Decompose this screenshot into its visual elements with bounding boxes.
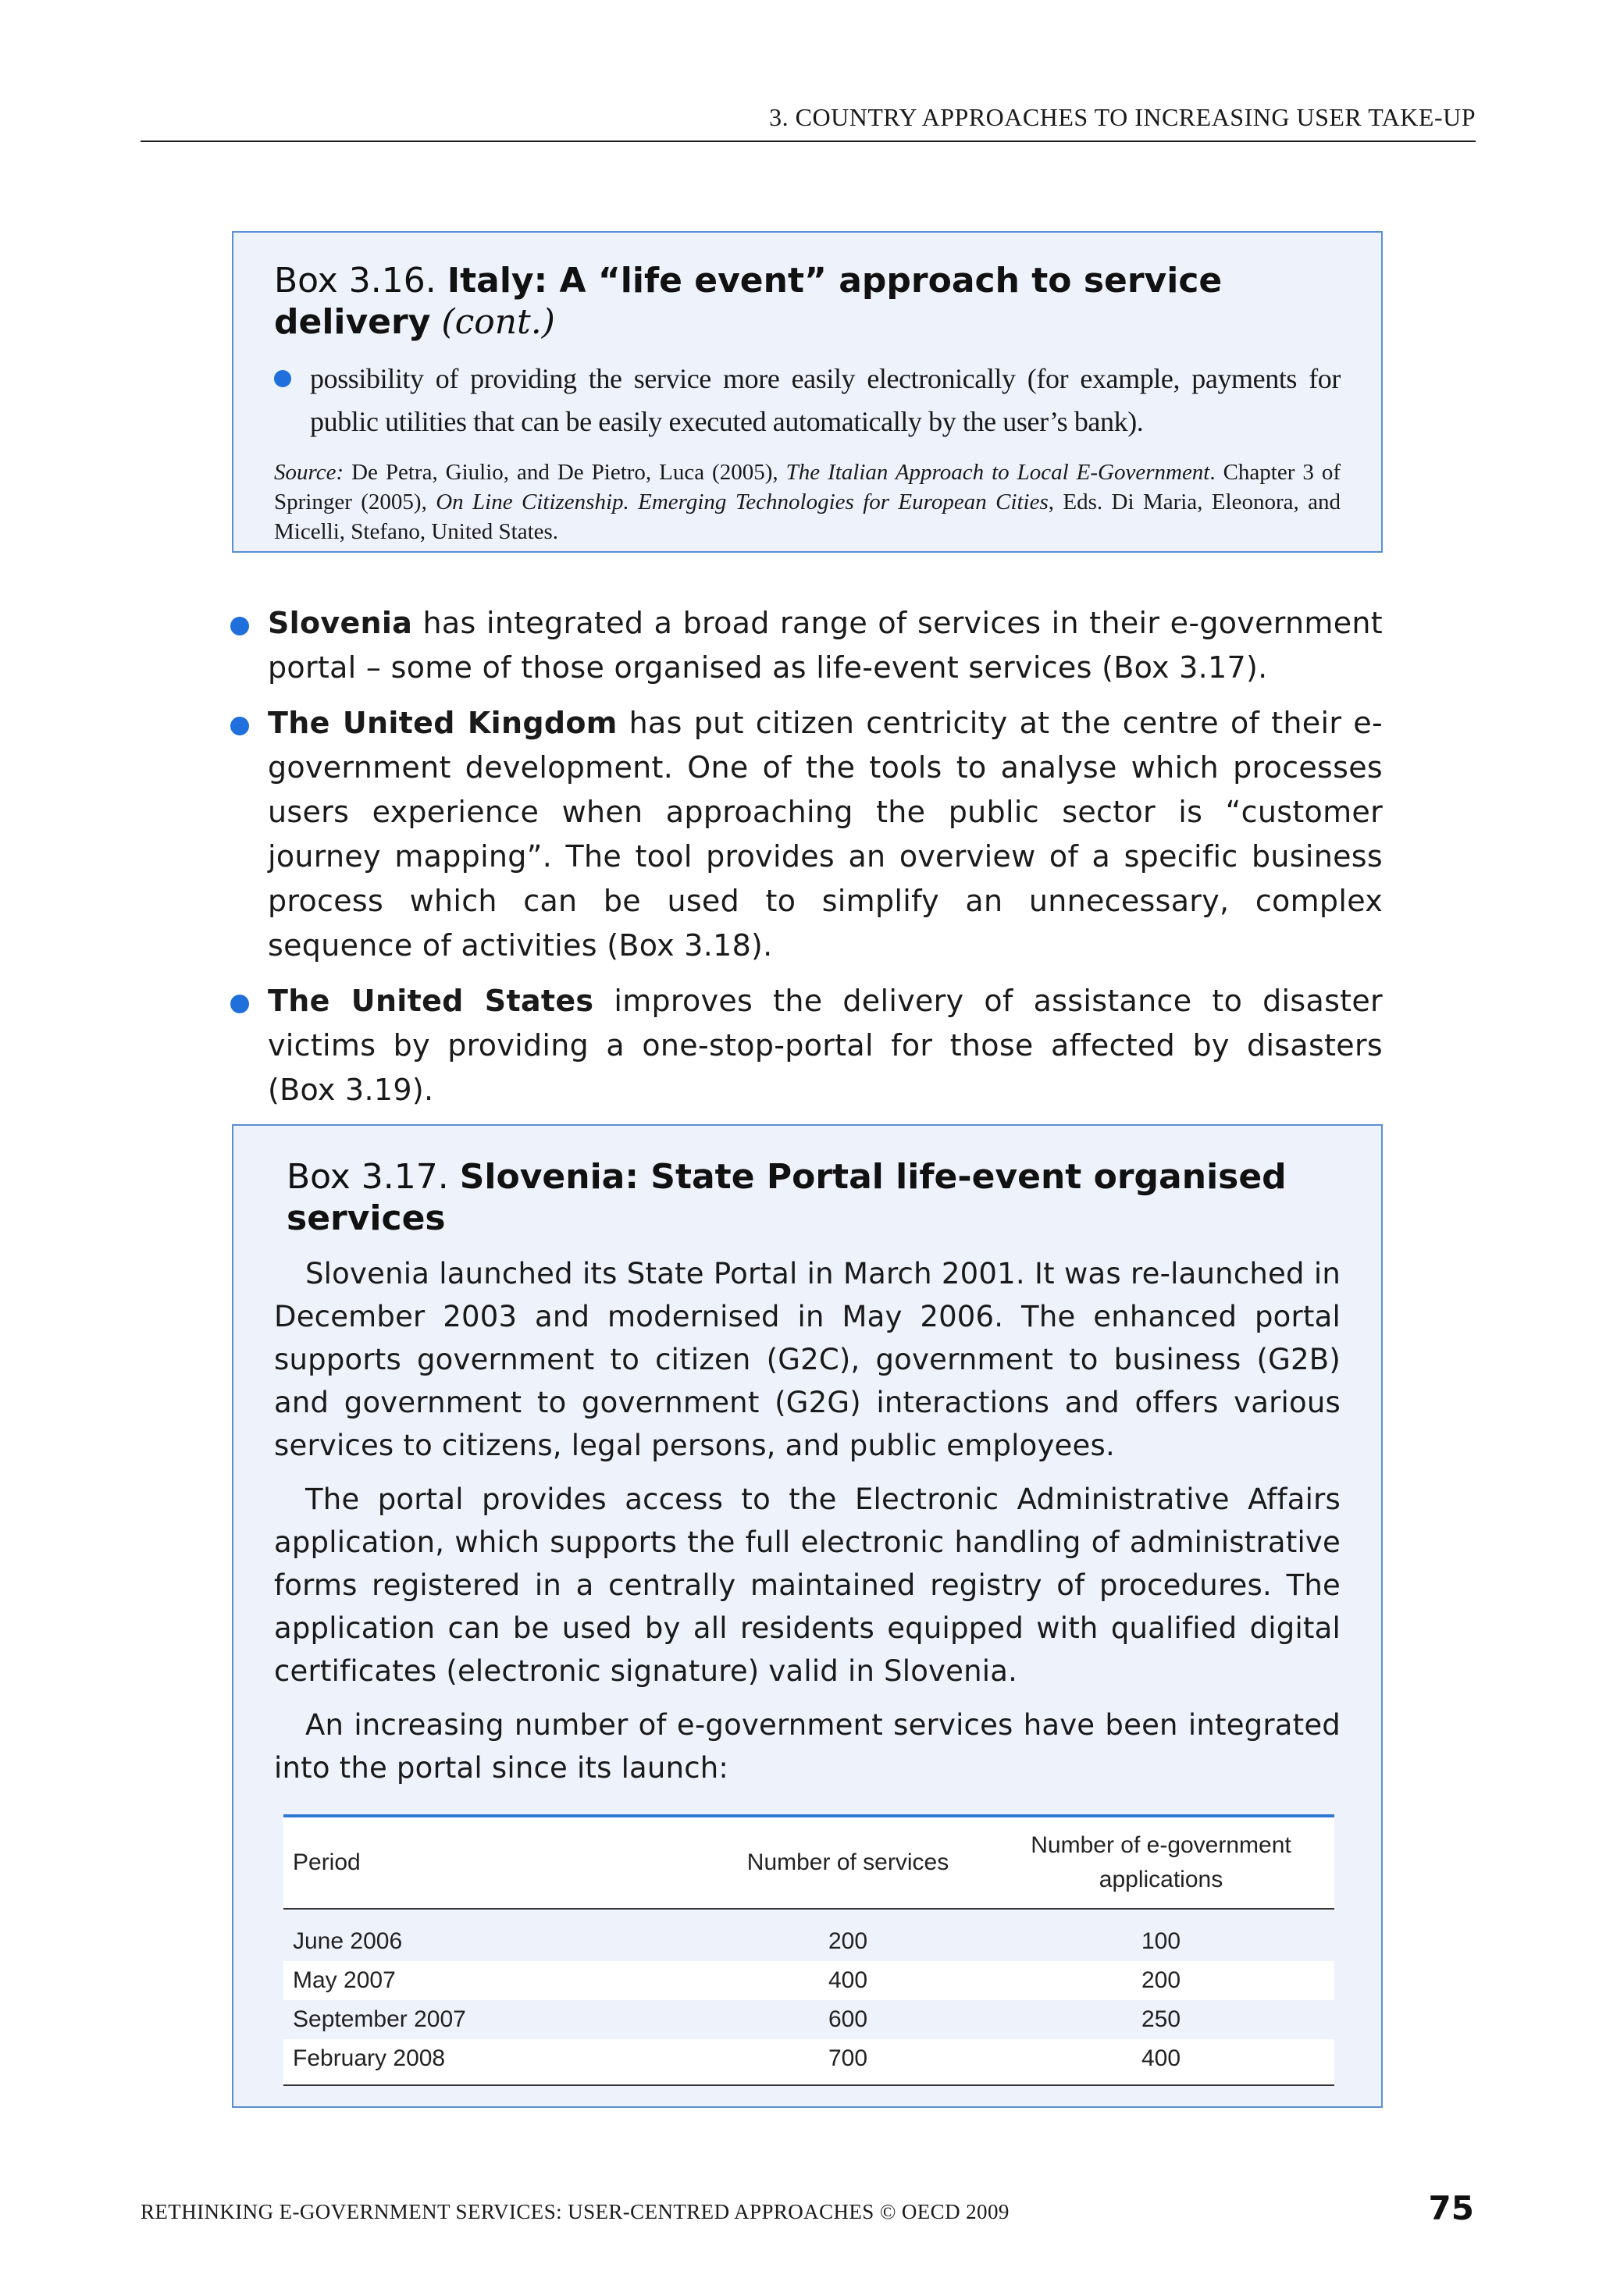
box-title-text: Italy: A “life event” approach to service delivery	[274, 261, 1223, 342]
column-header: Number of services	[746, 1849, 949, 1875]
bullet-country: The United States	[268, 984, 594, 1018]
table-cell: 600	[828, 2006, 868, 2032]
box-cont-label: (cont.)	[441, 301, 555, 342]
table-row	[283, 1961, 1334, 2000]
running-header: 3. COUNTRY APPROACHES TO INCREASING USER TAKE-UP	[769, 103, 1476, 131]
source-note	[274, 457, 1341, 546]
bullet-text: has put citizen centricity at the centre of their e-government development. One of the tools to analyse which processes users experience when approaching the public sector is “customer journey mapping”. The tool provides an overview of a specific business process which can be used to simplify an unnecessary, complex sequence of activities (Box 3.18).	[268, 706, 1383, 963]
box-paragraph: The portal provides access to the Electronic Administrative Affairs application, which supports the full electronic handling of administrative forms registered in a centrally maintained registry of procedures. The application can be used by all residents equipped with qualified digital certificates (electronic signature) valid in Slovenia.	[274, 1482, 1341, 1688]
table-cell: 250	[1141, 2006, 1181, 2032]
table-cell: 200	[1141, 1967, 1181, 1993]
box-title-text: Slovenia: State Portal life-event organised services	[287, 1157, 1287, 1238]
table-cell: September 2007	[293, 2006, 466, 2032]
bullet-country: The United Kingdom	[268, 706, 618, 740]
source-title-1: The Italian Approach to Local E-Government	[785, 459, 1210, 485]
column-header: Period	[293, 1849, 361, 1875]
table-cell: 200	[828, 1928, 868, 1954]
bullet-dot-icon	[230, 995, 249, 1013]
box-paragraph: Slovenia launched its State Portal in March 2001. It was re-launched in December 2003 and modernised in May 2006. The enhanced portal supports government to citizen (G2C), government to business (G2B) and government to government (G2G) interactions and offers various services to citizens, legal persons, and public employees.	[274, 1256, 1341, 1462]
box-paragraph: An increasing number of e-government services have been integrated into the portal since its launch:	[274, 1707, 1341, 1785]
header-rule	[141, 141, 1476, 142]
source-text-3: , Eds. Di Maria, Eleonora, and Micelli, Stefano, United States.	[274, 489, 1341, 544]
footer-text: RETHINKING E-GOVERNMENT SERVICES: USER-CENTRED APPROACHES © OECD 2009	[141, 2200, 1010, 2223]
table-header-row	[283, 1816, 1334, 1909]
box-3-17-title	[287, 1157, 1341, 1240]
source-title-2: On Line Citizenship. Emerging Technologies for European Cities	[436, 489, 1049, 514]
box-3-16-bullet	[274, 358, 1341, 443]
box-label: Box 3.17.	[287, 1157, 449, 1197]
box-3-16	[232, 231, 1383, 553]
bullet-united-kingdom	[230, 701, 1383, 968]
box-3-16-title	[274, 261, 1341, 344]
services-table	[283, 1814, 1334, 2086]
column-header: Number of e-government applications	[1031, 1831, 1291, 1892]
table-row	[283, 2039, 1334, 2085]
table-cell: 100	[1141, 1928, 1181, 1954]
box-label: Box 3.16.	[274, 261, 436, 301]
box-3-17	[232, 1124, 1383, 2108]
table-cell: February 2008	[293, 2045, 446, 2071]
source-label: Source:	[274, 459, 344, 485]
table-cell: May 2007	[293, 1967, 396, 1993]
table-row	[283, 1909, 1334, 1961]
table-cell: 700	[828, 2045, 868, 2071]
bullet-slovenia	[230, 601, 1383, 690]
country-bullets	[230, 601, 1383, 1123]
table-row	[283, 2000, 1334, 2039]
bullet-text: has integrated a broad range of services in their e-government portal – some of those organised as life-event services (Box 3.17).	[268, 606, 1383, 685]
bullet-text: possibility of providing the service more easily electronically (for example, payments for public utilities that can be easily executed automatically by the user’s bank).	[310, 362, 1341, 437]
bullet-united-states	[230, 979, 1383, 1112]
bullet-dot-icon	[230, 617, 249, 635]
source-text-1: De Petra, Giulio, and De Pietro, Luca (2005),	[351, 459, 778, 485]
page-number: 75	[1428, 2189, 1474, 2227]
table-cell: 400	[828, 1967, 868, 1993]
bullet-dot-icon	[230, 717, 249, 735]
bullet-text: improves the delivery of assistance to disaster victims by providing a one-stop-portal for those affected by disasters (Box 3.19).	[268, 984, 1383, 1107]
bullet-country: Slovenia	[268, 606, 413, 640]
table-cell: June 2006	[293, 1928, 403, 1954]
table-cell: 400	[1141, 2045, 1181, 2071]
source-text-2: . Chapter 3 of Springer (2005),	[274, 459, 1341, 514]
bullet-dot-icon	[274, 370, 291, 387]
